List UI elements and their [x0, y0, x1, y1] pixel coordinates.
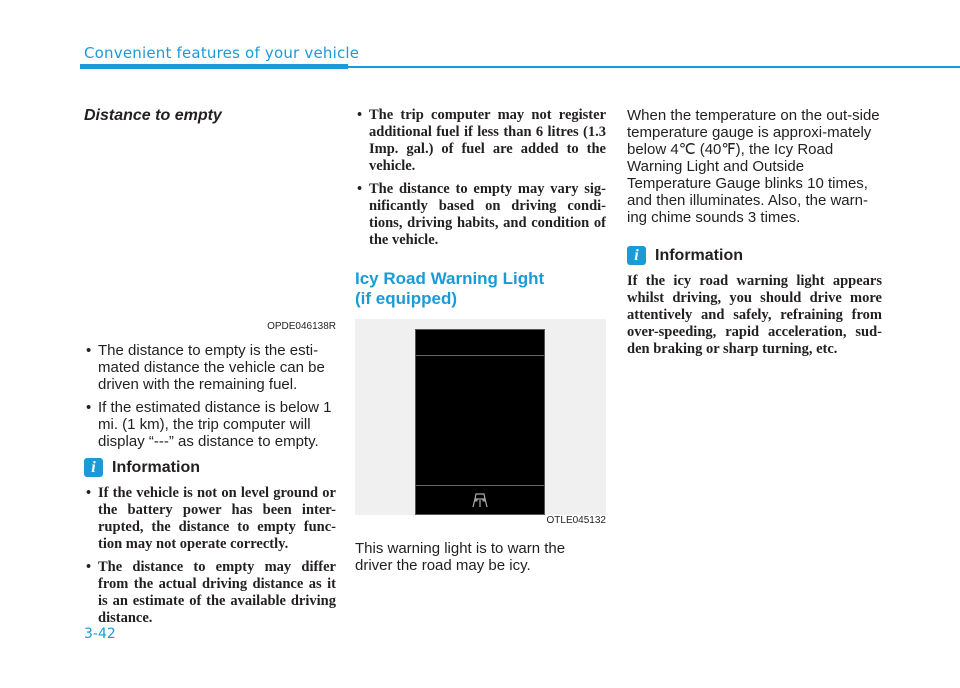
header-rule-thin: [348, 66, 960, 68]
section-title-line: (if equipped): [355, 289, 457, 308]
figure-placeholder: [84, 125, 336, 321]
list-item: • The distance to empty may vary sig-nificantly based on driving condi-tions, driving habits, and condition of the vehicle.: [355, 181, 606, 249]
list-item: • If the estimated distance is below 1 mi. (1 km), the trip computer will display “---” as distance to empty.: [84, 399, 336, 450]
information-list: [84, 485, 336, 627]
warning-light-figure: [355, 319, 606, 515]
display-divider: [416, 485, 544, 486]
warning-description: This warning light is to warn the driver the road may be icy.: [355, 540, 566, 574]
bullet-list: [84, 342, 336, 450]
list-item: • The trip computer may not register additional fuel if less than 6 litres (1.3 Imp. gal.) of fuel are added to the vehicle.: [355, 107, 606, 175]
bullet-list: [355, 107, 606, 249]
information-heading: [84, 458, 336, 477]
column-middle: [355, 107, 606, 574]
info-icon: i: [627, 246, 646, 265]
info-icon: i: [84, 458, 103, 477]
information-title: Information: [112, 458, 200, 476]
list-item: • The distance to empty may differ from the actual driving distance as it is an estimate of the available driving distance.: [84, 559, 336, 627]
section-title-distance-to-empty: Distance to empty: [84, 107, 222, 124]
chapter-title: Convenient features of your vehicle: [84, 44, 360, 62]
list-item: • The distance to empty is the esti-mated distance the vehicle can be driven with the remaining fuel.: [84, 342, 336, 393]
information-heading: [627, 246, 882, 265]
column-left: [84, 107, 336, 633]
section-title-line: Icy Road Warning Light: [355, 269, 545, 288]
header-rule-thick: [80, 64, 348, 69]
section-title-icy-road: [355, 269, 606, 309]
page-number: 3-42: [84, 626, 116, 642]
icy-road-warning-icon: [470, 490, 490, 510]
image-caption: OTLE045132: [546, 515, 606, 526]
display-divider: [416, 355, 544, 356]
information-title: Information: [655, 246, 743, 264]
list-item: • If the vehicle is not on level ground or the battery power has been inter-rupted, the distance to empty func-tion may not operate correctly.: [84, 485, 336, 553]
cluster-display: [415, 329, 545, 515]
temperature-paragraph: When the temperature on the out-side temperature gauge is approxi-mately below 4℃ (40℉), the Icy Road Warning Light and Outside Temperature Gauge blinks 10 times, and then illuminates. Also, the warn-ing chime sounds 3 times.: [627, 107, 880, 226]
column-right: [627, 107, 882, 358]
image-caption: OPDE046138R: [267, 321, 336, 332]
information-text: If the icy road warning light appears whilst driving, you should drive more attentively and safely, refraining from over-speeding, rapid acceleration, sud-den braking or sharp turning, etc.: [627, 273, 882, 357]
